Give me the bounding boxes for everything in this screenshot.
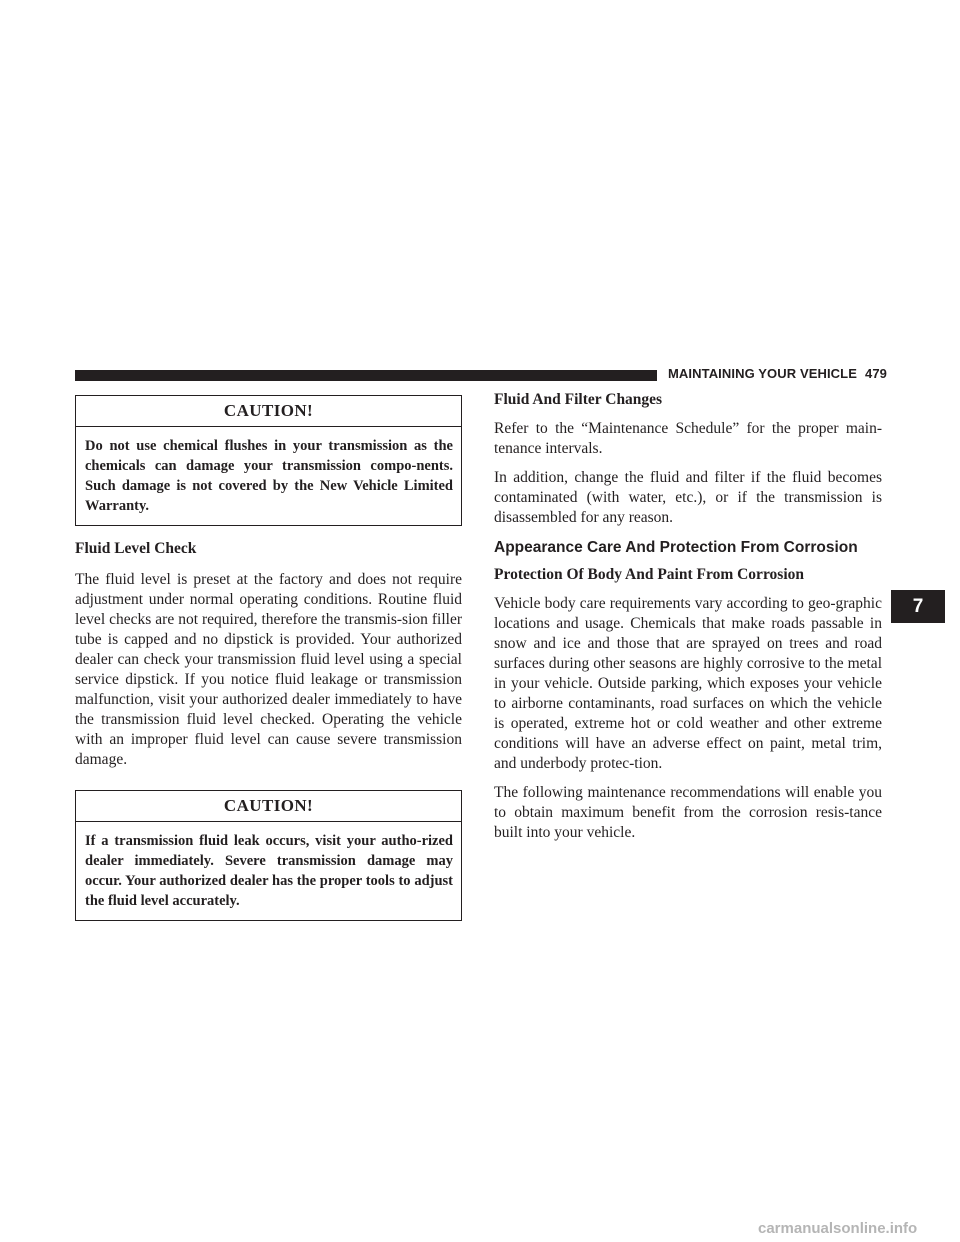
body-paint-para1: Vehicle body care requirements vary according to geo-graphic locations and usage. Chemicals that make roads passable in snow and ice and those that are sprayed on trees and road surfaces during other seasons are highly corrosive to the metal in your vehicle. Outside parking, which exposes your vehicle to airborne contaminants, road surfaces on which the vehicle is operated, extreme hot or cold weather and other extreme conditions will have an adverse effect on paint, metal trim, and underbody protec-tion. <box>494 595 882 772</box>
right-column <box>494 389 882 843</box>
caution-body: Do not use chemical flushes in your transmission as the chemicals can damage your transmission compo-nents. Such damage is not covered by the New Vehicle Limited Warranty. <box>85 438 453 514</box>
caution-title: CAUTION! <box>76 791 461 822</box>
appearance-care-heading: Appearance Care And Protection From Corrosion <box>494 539 858 556</box>
fluid-filter-para2: In addition, change the fluid and filter if the fluid becomes contaminated (with water, etc.), or if the transmission is disassembled for any reason. <box>494 469 882 526</box>
running-header <box>668 366 887 381</box>
chapter-tab: 7 <box>891 590 945 623</box>
fluid-filter-para1: Refer to the “Maintenance Schedule” for the proper main-tenance intervals. <box>494 420 882 457</box>
fluid-level-check-body: The fluid level is preset at the factory and does not require adjustment under normal operating conditions. Routine fluid level checks are not required, therefore the transmis-sion filler tube is capped and no dipstick is provided. Your authorized dealer can check your transmission fluid level using a special service dipstick. If you notice fluid leakage or transmission malfunction, visit your authorized dealer immediately to have the transmission fluid level checked. Operating the vehicle with an improper fluid level can cause severe transmission damage. <box>75 571 462 768</box>
page-number: 479 <box>864 366 887 381</box>
caution-box-chemical-flush <box>75 395 462 526</box>
caution-title: CAUTION! <box>76 396 461 427</box>
section-title: MAINTAINING YOUR VEHICLE <box>668 366 857 381</box>
left-column <box>75 395 462 921</box>
fluid-filter-heading: Fluid And Filter Changes <box>494 391 663 408</box>
body-paint-heading: Protection Of Body And Paint From Corrosion <box>494 566 804 583</box>
header-rule <box>75 370 657 381</box>
watermark: carmanualsonline.info <box>758 1220 918 1237</box>
fluid-level-check-heading: Fluid Level Check <box>75 540 197 557</box>
body-paint-para2: The following maintenance recommendations will enable you to obtain maximum benefit from the corrosion resis-tance built into your vehicle. <box>494 784 882 841</box>
caution-box-fluid-leak <box>75 790 462 921</box>
caution-body: If a transmission fluid leak occurs, visit your autho-rized dealer immediately. Severe transmission damage may occur. Your authorized dealer has the proper tools to adjust the fluid level accurately. <box>85 833 453 909</box>
